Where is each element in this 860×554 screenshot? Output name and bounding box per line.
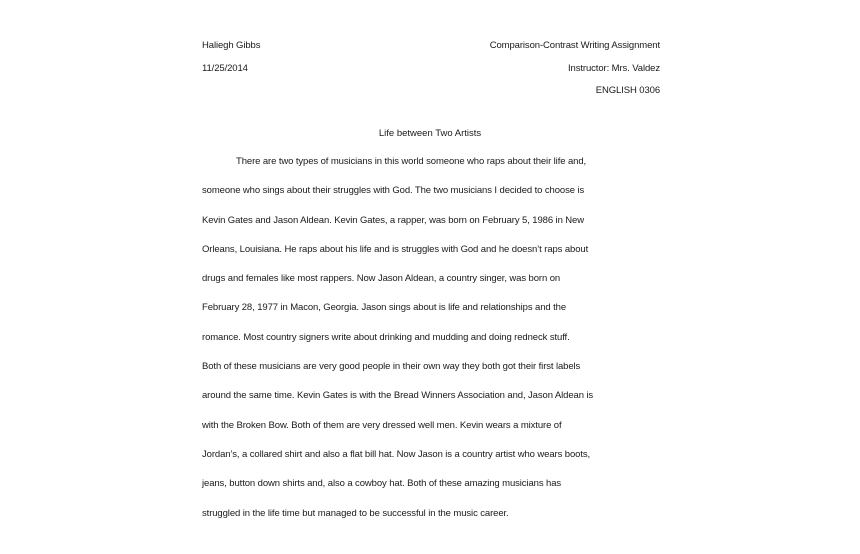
essay-line: with the Broken Bow. Both of them are very dressed well men. Kevin wears a mixture of bbox=[202, 419, 562, 431]
assignment-title: Comparison-Contrast Writing Assignment bbox=[489, 40, 660, 51]
essay-line: someone who sings about their struggles with God. The two musicians I decided to choose is bbox=[202, 185, 585, 197]
essay-line: There are two types of musicians in this world someone who raps about their life and, bbox=[236, 156, 587, 167]
essay-line: struggled in the life time but managed to be successful in the music career. bbox=[202, 507, 509, 519]
essay-line: romance. Most country signers write about drinking and mudding and doing redneck stuff. bbox=[202, 331, 570, 343]
author-name: Haliegh Gibbs bbox=[202, 40, 261, 51]
essay-line: Kevin Gates and Jason Aldean. Kevin Gates, a rapper, was born on February 5, 1986 in New bbox=[202, 214, 584, 226]
essay-line: Orleans, Louisiana. He raps about his life and is struggles with God and he doesn’t raps about bbox=[202, 243, 589, 255]
essay-line: drugs and females like most rappers. Now Jason Aldean, a country singer, was born on bbox=[202, 273, 561, 285]
essay-body bbox=[202, 156, 672, 537]
course-code: ENGLISH 0306 bbox=[595, 85, 660, 96]
date: 11/25/2014 bbox=[202, 63, 248, 74]
essay-line: February 28, 1977 in Macon, Georgia. Jason sings about is life and relationships and the bbox=[202, 302, 567, 314]
essay-line: Jordan’s, a collared shirt and also a flat bill hat. Now Jason is a country artist who wears boots, bbox=[202, 448, 591, 460]
essay-line: jeans, button down shirts and, also a cowboy hat. Both of these amazing musicians has bbox=[202, 478, 562, 490]
essay-line: Both of these musicians are very good people in their own way they both got their first labels bbox=[202, 361, 581, 373]
essay-line: around the same time. Kevin Gates is with the Bread Winners Association and, Jason Aldean is bbox=[202, 390, 594, 402]
instructor-name: Instructor: Mrs. Valdez bbox=[567, 63, 660, 74]
essay-title: Life between Two Artists bbox=[378, 128, 482, 139]
